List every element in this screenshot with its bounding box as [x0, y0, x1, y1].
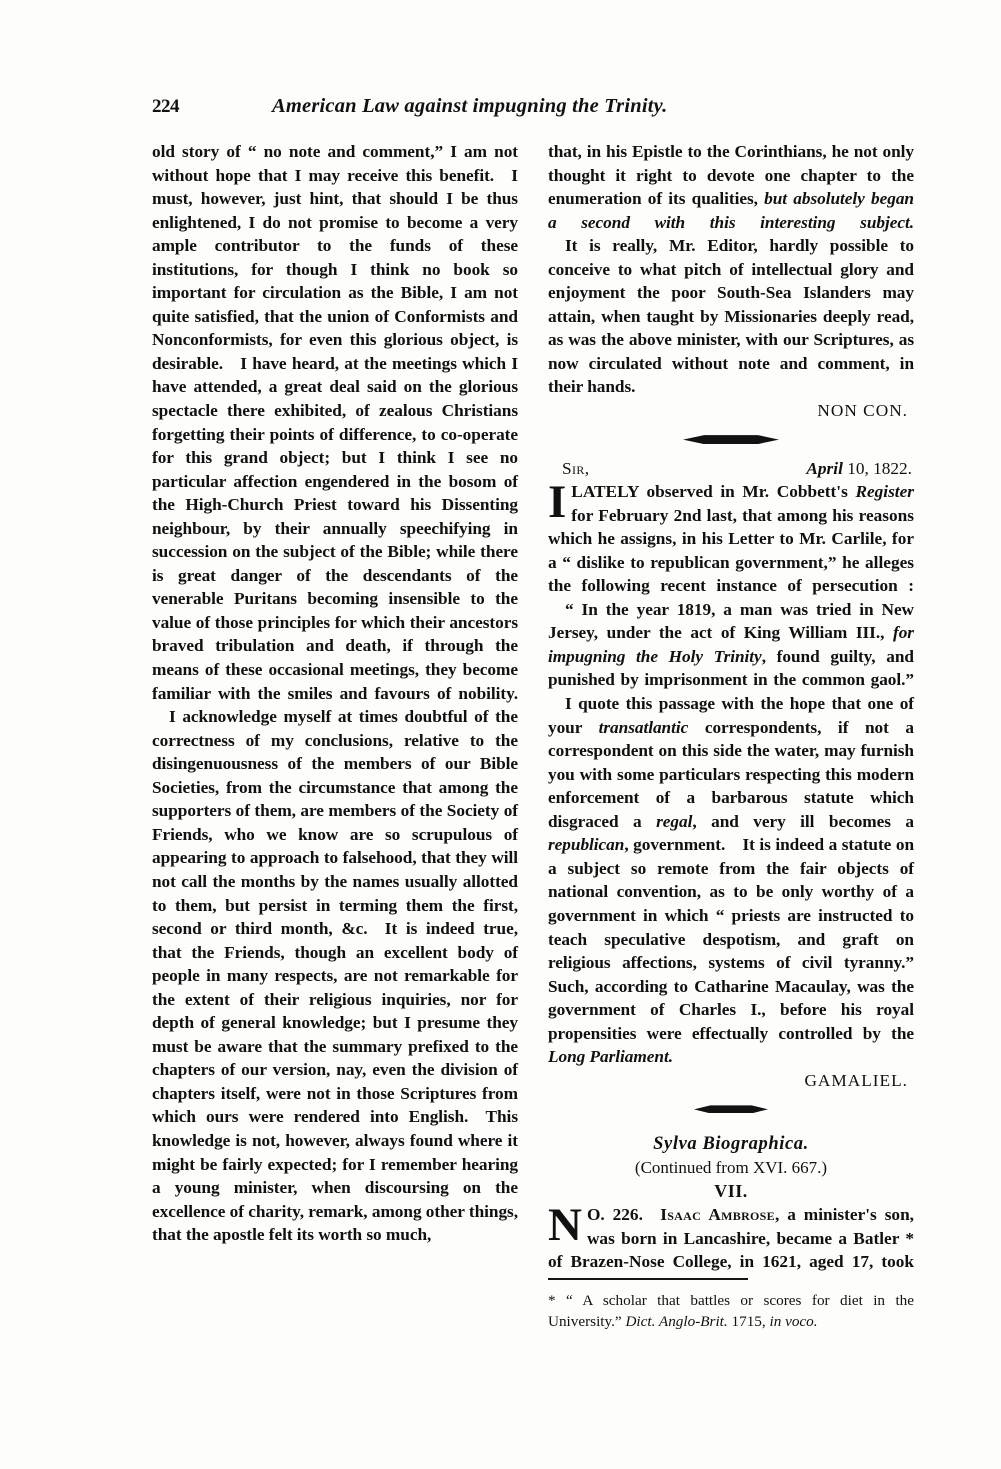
section-heading-sylva-biographica [548, 1132, 914, 1203]
footnote-source-year: 1715, [727, 1313, 770, 1330]
column-container [152, 140, 914, 1330]
quote-text-italic: for impugning the Holy Trinity [548, 623, 914, 666]
date-day-year: 10, 1822. [842, 458, 912, 478]
quote-text-after: , found guilty, and punished by imprisonment in the common gaol.” [548, 646, 914, 690]
letter-date [806, 457, 912, 481]
quote-text-before: “ In the year 1819, a man was tried in New Jersey, under the act of King William III., [548, 599, 914, 643]
lozenge-shape [694, 1105, 768, 1113]
footnote-source-title: Dict. Anglo-Brit. [625, 1313, 728, 1330]
footnote-quote: “ A scholar that battles or scores for diet in the University.” [548, 1292, 914, 1330]
running-head-title: American Law against impugning the Trinity. [272, 95, 668, 117]
drop-cap-letter-i: I [548, 476, 567, 529]
signature-non-con: NON CON. [817, 401, 908, 421]
footnote-separator-rule [548, 1278, 748, 1280]
footnote-marker: * [548, 1292, 556, 1309]
letter-salutation-line [548, 457, 914, 481]
entry-body-text: , a minister's son, was born in Lancashire, became a Batler * of Brazen-Nose College, in 1621, aged 17, took [548, 1205, 914, 1272]
paragraph-text-italic: but absolutely began a second with this interesting subject. [548, 189, 914, 232]
page-folio-number: 224 [152, 96, 179, 117]
paragraph-text: I acknowledge myself at times doubtful of the correctness of my conclusions, relative to the disingenuousness of the members of our Bible Societies, from the circumstance that among the supporters of them, are members of the Society of Friends, who we know are so scrupulous of appearing to approach to falsehood, that they will not call the months by the names usually allotted to them, but persist in terming them the first, second or third month, &c. It is indeed true, that the Friends, though an excellent body of people in many respects, are not remarkable for the extent of their religious inquiries, nor for depth of general knowledge; but I presume they must be aware that the summary prefixed to the chapters of our version, nay, even the division of chapters itself, were not in those Scriptures from which ours were rendered into English. This knowledge is not, however, always found where it might be fairly expected; for I remember hearing a young minister, when discoursing on the excellence of charity, remark, among other things, that the apostle felt its worth so much, [152, 707, 518, 1245]
text-part-3: , and very ill becomes a [692, 811, 914, 831]
ornament-divider-lozenge-1 [548, 423, 914, 457]
publication-title-register: Register [855, 482, 914, 502]
paragraph-text-rest: for February 2nd last, that among his reasons which he assigns, in his Letter to Mr. Carlile, for a “ dislike to republican government,” he alleges the following recent instance of persecution : [548, 505, 914, 596]
paragraph-cobbett-register [548, 476, 914, 598]
italic-regal: regal [656, 811, 693, 831]
footnote-batler-definition [548, 1290, 914, 1332]
running-head [152, 95, 852, 123]
paragraph-south-sea-islanders [548, 234, 914, 399]
paragraph-bible-societies [152, 140, 518, 705]
ornament-divider-lozenge-2 [548, 1092, 914, 1126]
paragraph-text-plain: that, in his Epistle to the Corinthians, he not only thought it right to devote one chapter to the enumeration of its qualities, [548, 142, 914, 209]
text-part-2: correspondents, if not a correspondent on this side the water, may furnish you with some particulars respecting this modern enforcement of a barbarous statute which disgraced a [548, 717, 914, 831]
italic-transatlantic: transatlantic [598, 717, 689, 737]
salutation-sir: Sir, [562, 458, 590, 478]
section-roman-numeral: VII. [714, 1181, 748, 1202]
paragraph-text: old story of “ no note and comment,” I am not without hope that I may receive this benefit. I must, however, just hint, that should I be thus enlightened, I do not promise to become a very ample contributor to the funds of these institutions, for though I think no book so important for circulation as the Bible, I am not quite satisfied, that the union of Conformists and Nonconformists, for even this glorious object, is desirable. I have heard, at the meetings which I have attended, a great deal said on the glorious spectacle there exhibited, of zealous Christians forgetting their points of difference, to co-operate for this grand object; but I think I see no particular affection engendered in the bosom of the High-Church Priest toward his Dissenting neighbour, by their annually speechifying in succession on the subject of the Bible; while there is great danger of the descendants of the venerable Puritans becoming insensible to the value of those principles for which their ancestors braved tribulation and death, if through the means of these occasional meetings, they become familiar with the smiles and favours of nobility. [152, 142, 518, 703]
lozenge-shape [683, 435, 779, 444]
paragraph-isaac-ambrose-entry [548, 1199, 914, 1274]
paragraph-transatlantic-appeal [548, 692, 914, 1069]
section-continued-from: (Continued from XVI. 667.) [634, 1158, 828, 1178]
paragraph-new-jersey-quote [548, 598, 914, 692]
footnote-area [548, 1278, 914, 1332]
drop-cap-letter-n: N [548, 1199, 582, 1252]
paragraph-text-plain: LATELY observed in Mr. Cobbett's [571, 482, 856, 502]
signature-gamaliel: GAMALIEL. [804, 1070, 908, 1090]
text-part-4: , government. It is indeed a statute on a subject so remote from the fair objects of national convention, as to be only worthy of a government in which “ priests are instructed to teach speculative despotism, and graft on religious affections, systems of civil tyranny.” Such, according to Catharine Macaulay, was the government of Charles I., before his royal propensities were effectually controlled by the [548, 835, 914, 1043]
paragraph-corinthians-continuation [548, 140, 914, 234]
paragraph-acknowledge-doubt [152, 705, 518, 1247]
footnote-source-locator: in voco. [769, 1313, 818, 1330]
right-text-column [548, 140, 914, 1330]
entry-person-name: Isaac Ambrose [660, 1205, 775, 1225]
date-month: April [806, 458, 843, 478]
left-text-column [152, 140, 518, 1274]
text-part-1: I quote this passage with the hope that one of your [548, 694, 914, 737]
section-title: Sylva Biographica. [653, 1134, 809, 1155]
italic-republican: republican [548, 835, 625, 855]
paragraph-text: It is really, Mr. Editor, hardly possible to conceive to what pitch of intellectual glory and enjoyment the poor South-Sea Islanders may attain, when taught by Missionaries deeply read, as was the above minister, with our Scriptures, as now circulated without note and comment, in their hands. [548, 236, 914, 397]
italic-long-parliament: Long Parliament. [548, 1047, 673, 1067]
entry-number: O. 226. [586, 1205, 661, 1225]
